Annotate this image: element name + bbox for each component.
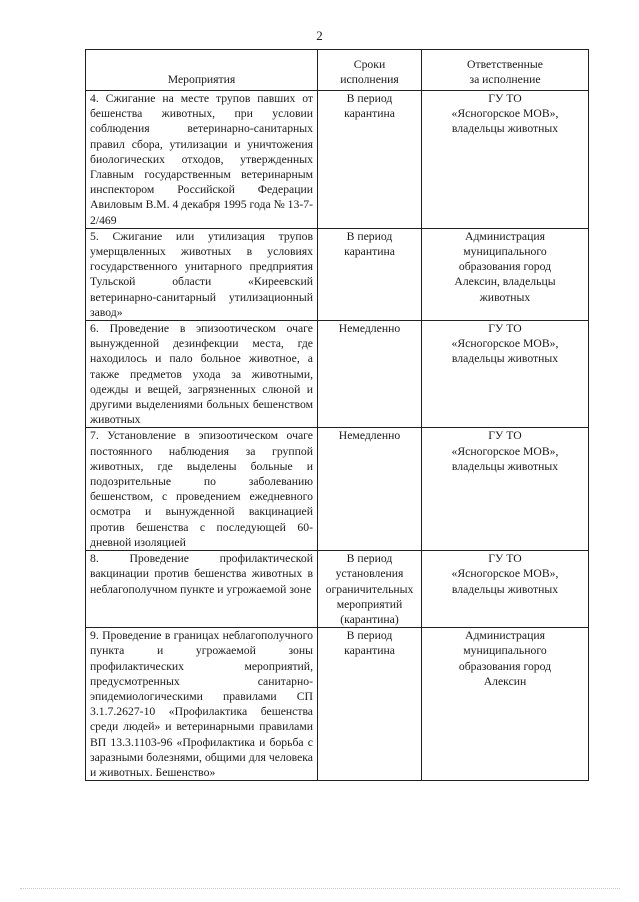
responsible-cell: ГУ ТО «Ясногорское МОВ», владельцы животных (422, 321, 589, 428)
deadline-cell: В период карантина (318, 228, 422, 320)
responsible-cell: Администрация муниципального образования город Алексин, владельцы животных (422, 228, 589, 320)
table-row (86, 628, 589, 781)
scan-artifact-line (20, 888, 620, 890)
deadline-cell: В период карантина (318, 628, 422, 781)
table-row (86, 321, 589, 428)
table-header-row (86, 50, 589, 91)
activity-cell: 5. Сжигание или утилизация трупов умерщвленных животных в условиях государственного унитарного предприятия Тульской области «Киреевский ветеринарно-санитарный утилизационный завод» (86, 228, 318, 320)
measures-table (85, 49, 589, 781)
responsible-cell: ГУ ТО «Ясногорское МОВ», владельцы животных (422, 91, 589, 229)
activity-cell: 4. Сжигание на месте трупов павших от бешенства животных, при условии соблюдения ветеринарно-санитарных правил сбора, утилизации и уничтожения биологических отходов, утвержденных Главным государственным ветеринарным инспектором Российской Федерации Авиловым В.М. 4 декабря 1995 года № 13-7-2/469 (86, 91, 318, 229)
responsible-cell: ГУ ТО «Ясногорское МОВ», владельцы животных (422, 551, 589, 628)
activity-cell: 7. Установление в эпизоотическом очаге постоянного наблюдения за группой животных, где выделены больные и подозрительные по заболеванию бешенством, с проведением ежедневного осмотра и вынужденной вакцинацией против бешенства с последующей 60-дневной изоляцией (86, 428, 318, 551)
responsible-cell: Администрация муниципального образования город Алексин (422, 628, 589, 781)
responsible-cell: ГУ ТО «Ясногорское МОВ», владельцы животных (422, 428, 589, 551)
table-row (86, 228, 589, 320)
activity-cell: 8. Проведение профилактической вакцинации против бешенства животных в неблагополучном пункте и угрожаемой зоне (86, 551, 318, 628)
activity-cell: 9. Проведение в границах неблагополучного пункта и угрожаемой зоны профилактических мероприятий, предусмотренных санитарно-эпидемиологическими правилами СП 3.1.7.2627-10 «Профилактика бешенства среди людей» и ветеринарными правилами ВП 13.3.1103-96 «Профилактика и борьба с заразными болезнями, общими для человека и животных. Бешенство» (86, 628, 318, 781)
activity-cell: 6. Проведение в эпизоотическом очаге вынужденной дезинфекции места, где находилось и пало больное животное, а также предметов ухода за животными, одежды и вещей, загрязненных слюной и другими выделениями больных бешенством животных (86, 321, 318, 428)
header-activities: Мероприятия (86, 50, 318, 91)
table-row (86, 551, 589, 628)
deadline-cell: Немедленно (318, 321, 422, 428)
deadline-cell: Немедленно (318, 428, 422, 551)
deadline-cell: В период установления ограничительных мероприятий (карантина) (318, 551, 422, 628)
table-row (86, 91, 589, 229)
deadline-cell: В период карантина (318, 91, 422, 229)
table-row (86, 428, 589, 551)
header-deadlines: Сроки исполнения (318, 50, 422, 91)
page-number: 2 (316, 28, 323, 43)
header-responsible: Ответственные за исполнение (422, 50, 589, 91)
